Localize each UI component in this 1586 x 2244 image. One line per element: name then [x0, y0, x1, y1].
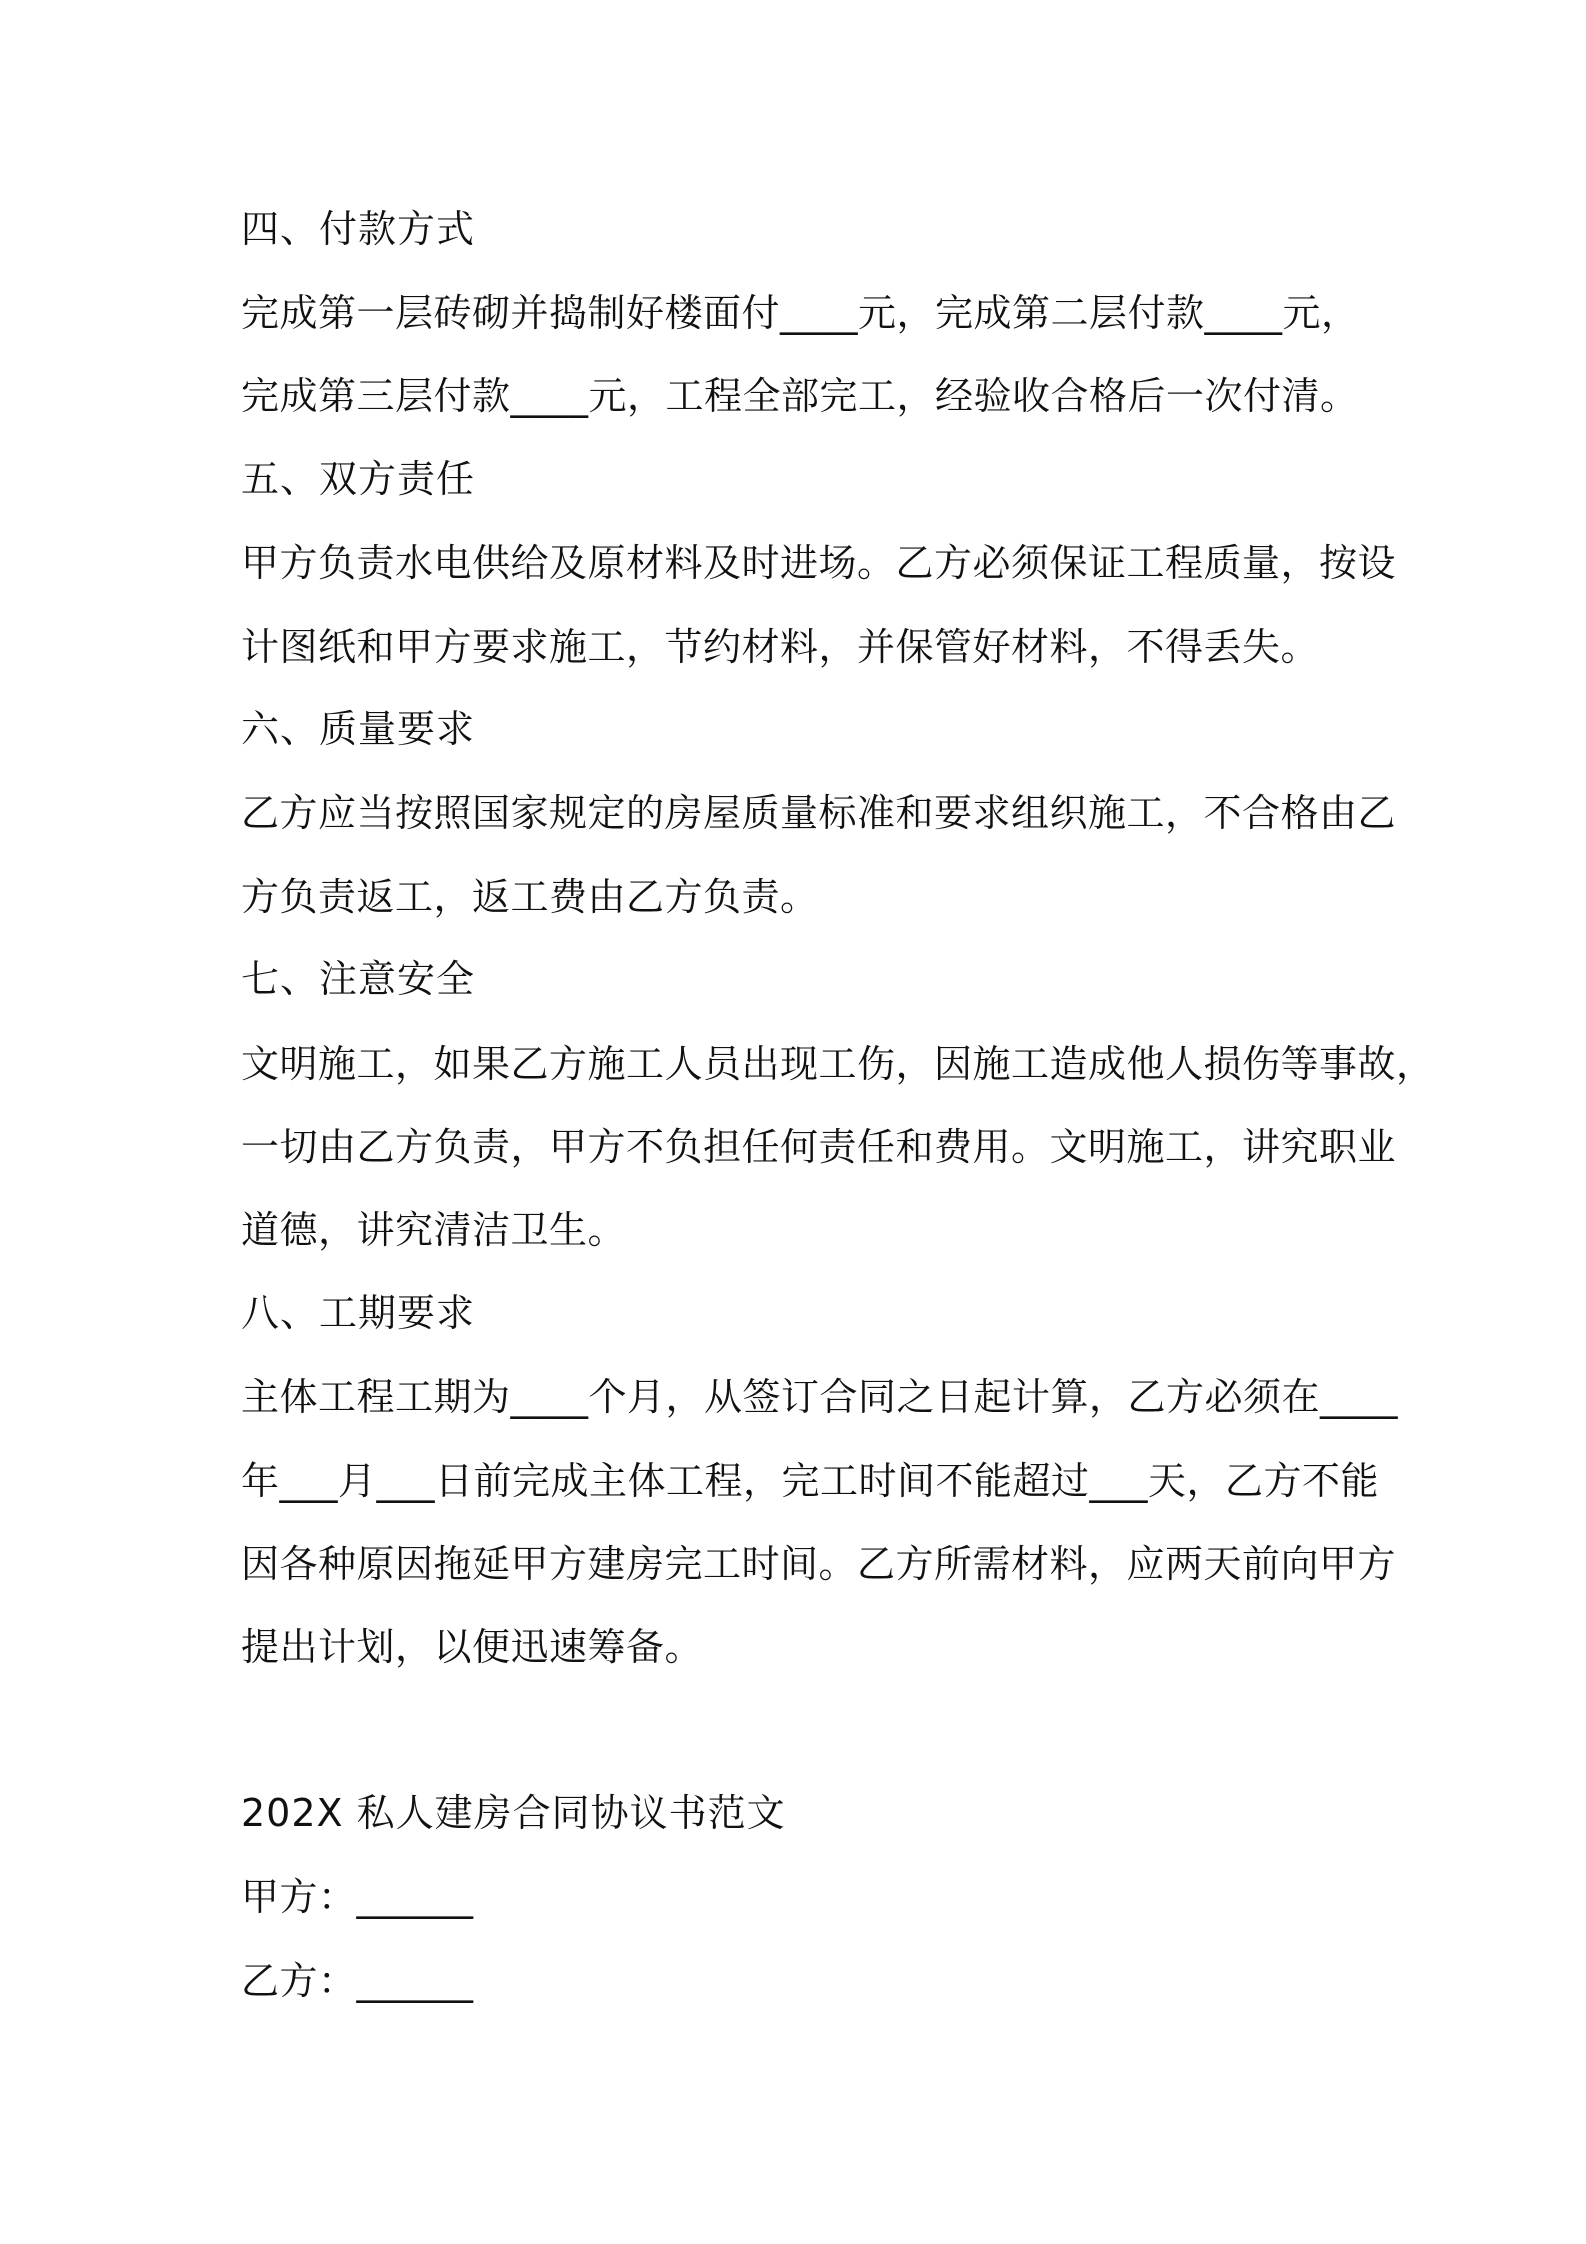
- paragraph-line: 年___月___日前完成主体工程，完工时间不能超过___天，乙方不能: [241, 1459, 1380, 1503]
- section-heading-schedule: 八、工期要求: [241, 1291, 476, 1335]
- paragraph-line: 方负责返工，返工费由乙方负责。: [241, 875, 819, 919]
- section-heading-safety: 七、注意安全: [241, 957, 476, 1001]
- document-title: 202X 私人建房合同协议书范文: [241, 1791, 786, 1835]
- paragraph-line: 甲方负责水电供给及原材料及时进场。乙方必须保证工程质量，按设: [241, 541, 1397, 585]
- paragraph-line: 提出计划，以便迅速筹备。: [241, 1625, 704, 1669]
- paragraph-line: 文明施工，如果乙方施工人员出现工伤，因施工造成他人损伤等事故，: [241, 1042, 1435, 1086]
- paragraph-line: 乙方应当按照国家规定的房屋质量标准和要求组织施工，不合格由乙: [241, 791, 1397, 835]
- paragraph-line: 完成第一层砖砌并捣制好楼面付____元，完成第二层付款____元，: [241, 291, 1360, 335]
- paragraph-line: 主体工程工期为____个月，从签订合同之日起计算，乙方必须在____: [241, 1375, 1399, 1419]
- paragraph-line: 因各种原因拖延甲方建房完工时间。乙方所需材料，应两天前向甲方: [241, 1542, 1397, 1586]
- paragraph-line: 一切由乙方负责，甲方不负担任何责任和费用。文明施工，讲究职业: [241, 1125, 1397, 1169]
- party-b-line: 乙方：______: [241, 1959, 474, 2003]
- section-heading-responsibilities: 五、双方责任: [241, 457, 476, 501]
- section-heading-quality: 六、质量要求: [241, 707, 476, 751]
- paragraph-line: 计图纸和甲方要求施工，节约材料，并保管好材料，不得丢失。: [241, 625, 1320, 669]
- section-heading-payment: 四、付款方式: [241, 207, 476, 251]
- paragraph-line: 完成第三层付款____元，工程全部完工，经验收合格后一次付清。: [241, 374, 1359, 418]
- paragraph-line: 道德，讲究清洁卫生。: [241, 1208, 627, 1252]
- party-a-line: 甲方：______: [241, 1875, 474, 1919]
